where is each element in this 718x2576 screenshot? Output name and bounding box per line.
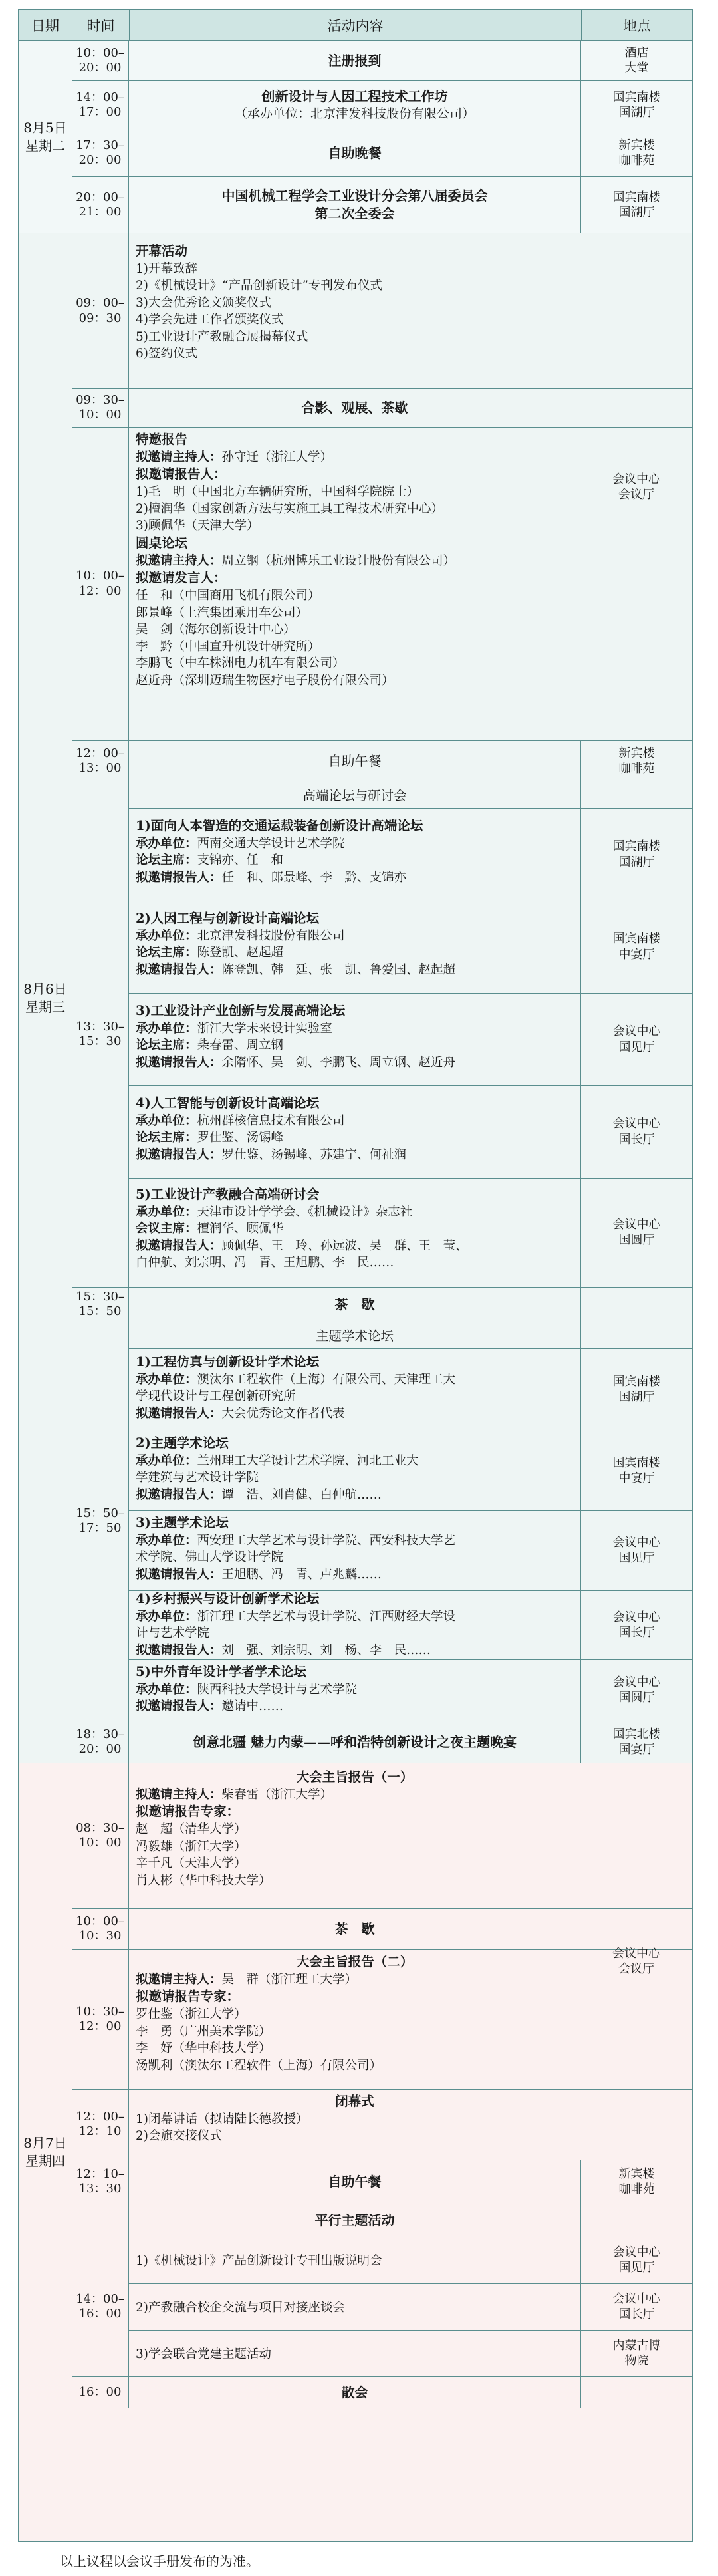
time-cell: 12：00– 13：00 bbox=[72, 740, 129, 782]
time-cell: 12：00– 12：10 bbox=[72, 2089, 129, 2160]
time-cell: 15：50– 17：50 bbox=[72, 1322, 129, 1721]
time-cell: 09：00– 09：30 bbox=[72, 233, 129, 388]
forum-block: 4)人工智能与创新设计高端论坛 承办单位：杭州群核信息技术有限公司 论坛主席：罗仕鉴、汤锡峰 拟邀请报告人：罗仕鉴、汤锡峰、苏建宁、何祉润 bbox=[136, 1095, 407, 1162]
schedule-row bbox=[72, 2376, 692, 2408]
schedule-row bbox=[72, 1322, 692, 1721]
activity-title: 中国机械工程学会工业设计分会第八届委员会 第二次全委会 bbox=[221, 188, 488, 221]
list-item: 1)毛 明（中国北方车辆研究所，中国科学院院士） bbox=[136, 485, 419, 500]
activity-title: 自助午餐 bbox=[328, 752, 382, 769]
location-cell: 国宾南楼 国湖厅 bbox=[612, 839, 661, 869]
keynote-block: 大会主旨报告（二） 拟邀请主持人：吴 群（浙江理工大学） 拟邀请报告专家： 罗仕鉴（浙江大学） 李 勇（广州美术学院） 李 妤（华中科技大学） 汤凯利（澳汰尔工程软件（上海）有限公司） bbox=[129, 1949, 580, 2078]
time-cell: 18：30– 20：00 bbox=[72, 1721, 129, 1763]
list-item: 肖人彬（华中科技大学） bbox=[136, 1873, 271, 1888]
location-cell: 会议中心 国见厅 bbox=[612, 1024, 661, 1054]
day-label bbox=[19, 1763, 72, 2541]
location-cell: 会议中心 会议厅 bbox=[580, 233, 692, 741]
location-cell: 新宾楼 咖啡苑 bbox=[618, 138, 655, 168]
schedule-row bbox=[72, 2237, 692, 2377]
table-header bbox=[18, 9, 693, 41]
list-item: 2)产教融合校企交流与项目对接座谈会 bbox=[136, 2301, 345, 2315]
location-cell: 国宾南楼 国湖厅 bbox=[612, 1374, 661, 1404]
section-heading: 高端论坛与研讨会 bbox=[129, 782, 581, 808]
schedule-row bbox=[72, 80, 692, 130]
location-cell: 国宾北楼 国宴厅 bbox=[612, 1727, 661, 1757]
location-cell: 国宾南楼 中宴厅 bbox=[612, 1455, 661, 1485]
activity-title: 茶 歇 bbox=[334, 1296, 375, 1312]
location-cell: 会议中心 国见厅 bbox=[612, 1535, 661, 1565]
schedule-row bbox=[72, 2160, 692, 2204]
activity-title: 自助午餐 bbox=[328, 2173, 382, 2190]
activity-title: 特邀报告 bbox=[136, 432, 188, 447]
footnote: 以上议程以会议手册发布的为准。 bbox=[60, 2553, 259, 2569]
list-item: 5)工业设计产教融合展揭幕仪式 bbox=[136, 329, 308, 344]
activity-title: 自助晚餐 bbox=[328, 144, 382, 161]
schedule-row bbox=[72, 1721, 692, 1763]
location-cell: 会议中心 国长厅 bbox=[612, 2291, 661, 2321]
list-item: 任 和（中国商用飞机有限公司） bbox=[136, 589, 320, 603]
list-item: 赵近舟（深圳迈瑞生物医疗电子股份有限公司） bbox=[136, 673, 394, 688]
forum-block: 2)人因工程与创新设计高端论坛 承办单位：北京津发科技股份有限公司 论坛主席：陈登凯、赵起超 拟邀请报告人：陈登凯、韩 廷、张 凯、鲁爱国、赵起超 bbox=[136, 911, 456, 977]
list-item: 罗仕鉴（浙江大学） bbox=[136, 2007, 247, 2022]
activity-title: 创意北疆 魅力内蒙——呼和浩特创新设计之夜主题晚宴 bbox=[193, 1733, 517, 1750]
list-item: 李 妤（华中科技大学） bbox=[136, 2041, 271, 2056]
forum-block: 1)面向人本智造的交通运载装备创新设计高端论坛 承办单位：西南交通大学设计艺术学院 论坛主席：支锦亦、任 和 拟邀请报告人：任 和、郎景峰、李 黔、支锦亦 bbox=[136, 818, 423, 885]
list-item: 2)檀润华（国家创新方法与实施工具工程技术研究中心） bbox=[136, 501, 443, 516]
day-weekday: 星期二 bbox=[25, 138, 65, 154]
list-item: 1)《机械设计》产品创新设计专刊出版说明会 bbox=[136, 2254, 382, 2268]
closing-block bbox=[129, 2089, 580, 2149]
activity-title: 茶 歇 bbox=[334, 1920, 375, 1937]
activity-title: 散会 bbox=[341, 2384, 368, 2400]
day-block-aug5 bbox=[18, 40, 693, 234]
report-block: 特邀报告 拟邀请主持人：孙守迁（浙江大学） 拟邀请报告人： 1)毛 明（中国北方车辆研究所，中国科学院院士） 2)檀润华（国家创新方法与实施工具工程技术研究中心） 3)顾佩华（天津大学） 圆桌论坛 拟邀请主持人：周立钢（杭州博乐工业设计股份有限公司） 拟邀请发言人： 任 和（中国商用飞机有限公司） 郎景峰（上汽集团乘用车公司） 吴 剑（海尔创新设计中心） 李 黔（中国直升机设计研究所） 李鹏飞（中车株洲电力机车有限公司） 赵近舟（深圳迈瑞生物医疗电子股份有限公司） bbox=[129, 427, 580, 693]
activity-title: 注册报到 bbox=[328, 52, 382, 69]
forum-block: 1)工程仿真与创新设计学术论坛 承办单位：澳汰尔工程软件（上海）有限公司、天津理工大 学现代设计与工程创新研究所 拟邀请报告人：大会优秀论文作者代表 bbox=[136, 1354, 456, 1421]
list-item: 冯毅雄（浙江大学） bbox=[136, 1839, 247, 1854]
schedule-row bbox=[72, 782, 692, 1288]
time-cell: 13：30– 15：30 bbox=[72, 782, 129, 1287]
forum-block: 4)乡村振兴与设计创新学术论坛 承办单位：浙江理工大学艺术与设计学院、江西财经大学设 计与艺术学院 拟邀请报告人：刘 强、刘宗明、刘 杨、李 民…… bbox=[136, 1591, 456, 1657]
activity-title: 大会主旨报告（二） bbox=[296, 1954, 414, 1969]
location-cell: 会议中心 国圆厅 bbox=[612, 1675, 661, 1705]
forum-block: 2)主题学术论坛 承办单位：兰州理工大学设计艺术学院、河北工业大 学建筑与艺术设计学院 拟邀请报告人：谭 浩、刘肖健、白仲航…… bbox=[136, 1435, 419, 1502]
time-cell: 14：00– 16：00 bbox=[72, 2237, 129, 2376]
header-location: 地点 bbox=[582, 10, 692, 41]
list-item: 3)学会联合党建主题活动 bbox=[136, 2347, 271, 2361]
location-cell: 会议中心 国见厅 bbox=[612, 2245, 661, 2275]
day-weekday: 星期四 bbox=[25, 2153, 65, 2169]
forum-block: 5)中外青年设计学者学术论坛 承办单位：陕西科技大学设计与艺术学院 拟邀请报告人：邀请中…… bbox=[136, 1664, 358, 1714]
time-cell: 10：00– 10：30 bbox=[72, 1908, 129, 1949]
list-item: 汤凯利（澳汰尔工程软件（上海）有限公司） bbox=[136, 2058, 382, 2073]
list-item: 李 黔（中国直升机设计研究所） bbox=[136, 639, 320, 654]
time-cell: 10：00– 12：00 bbox=[72, 427, 129, 740]
list-item: 李 勇（广州美术学院） bbox=[136, 2024, 271, 2039]
list-item: 1)开幕致辞 bbox=[136, 261, 197, 276]
section-heading: 平行主题活动 bbox=[314, 2212, 395, 2228]
forum-block: 3)工业设计产业创新与发展高端论坛 承办单位：浙江大学未来设计实验室 论坛主席：柴春雷、周立钢 拟邀请报告人：余隋怀、吴 剑、李鹏飞、周立钢、赵近舟 bbox=[136, 1003, 456, 1070]
schedule-row bbox=[72, 1287, 692, 1322]
activity-title: 开幕活动 bbox=[136, 243, 188, 259]
schedule-row bbox=[72, 130, 692, 177]
list-item: 6)签约仪式 bbox=[136, 347, 197, 361]
activity-title: 大会主旨报告（一） bbox=[296, 1769, 414, 1785]
activity-title: 圆桌论坛 bbox=[136, 535, 188, 551]
schedule-row bbox=[72, 41, 692, 81]
time-cell: 09：30– 10：00 bbox=[72, 388, 129, 427]
time-cell: 15：30– 15：50 bbox=[72, 1287, 129, 1322]
list-item: 辛千凡（天津大学） bbox=[136, 1856, 247, 1871]
header-time: 时间 bbox=[72, 10, 130, 41]
activity-title: 创新设计与人因工程技术工作坊 （承办单位：北京津发科技股份有限公司） bbox=[234, 88, 475, 121]
list-item: 2)《机械设计》“产品创新设计”专刊发布仪式 bbox=[136, 279, 382, 293]
header-content: 活动内容 bbox=[130, 10, 582, 41]
location-cell: 会议中心 国长厅 bbox=[612, 1610, 661, 1640]
day-block-aug6 bbox=[18, 233, 693, 1764]
location-cell: 内蒙古博 物院 bbox=[612, 2338, 661, 2368]
list-item: 3)大会优秀论文颁奖仪式 bbox=[136, 295, 271, 310]
forum-block: 5)工业设计产教融合高端研讨会 承办单位：天津市设计学学会、《机械设计》杂志社 会议主席：檀润华、顾佩华 拟邀请报告人：顾佩华、王 玲、孙远波、吴 群、王 莹、 白仲航、刘宗明、冯 青、王旭鹏、李 民…… bbox=[136, 1187, 468, 1270]
activity-title: 闭幕式 bbox=[335, 2094, 374, 2109]
time-cell: 16：00 bbox=[72, 2376, 129, 2408]
day-date: 8月5日 bbox=[23, 120, 67, 136]
location-cell: 新宾楼 咖啡苑 bbox=[618, 746, 655, 776]
schedule-row bbox=[72, 176, 692, 233]
time-cell: 10：00– 20：00 bbox=[72, 41, 129, 80]
time-cell: 14：00– 17：00 bbox=[72, 80, 129, 130]
list-item: 吴 剑（海尔创新设计中心） bbox=[136, 623, 296, 637]
list-item: 郎景峰（上汽集团乘用车公司） bbox=[136, 605, 308, 620]
forum-block: 3)主题学术论坛 承办单位：西安理工大学艺术与设计学院、西安科技大学艺 术学院、佛山大学设计学院 拟邀请报告人：王旭鹏、冯 青、卢兆麟…… bbox=[136, 1515, 456, 1582]
keynote-block: 大会主旨报告（一） 拟邀请主持人：柴春雷（浙江大学） 拟邀请报告专家： 赵 超（清华大学） 冯毅雄（浙江大学） 辛千凡（天津大学） 肖人彬（华中科技大学） bbox=[129, 1763, 580, 1893]
header-date: 日期 bbox=[19, 10, 72, 41]
time-cell: 08：30– 10：00 bbox=[72, 1763, 129, 1908]
list-item: 赵 超（清华大学） bbox=[136, 1822, 247, 1837]
time-cell: 17：30– 20：00 bbox=[72, 130, 129, 176]
location-cell: 新宾楼 咖啡苑 bbox=[618, 2166, 655, 2196]
location-cell: 会议中心 国圆厅 bbox=[612, 1217, 661, 1247]
day-label bbox=[19, 233, 72, 1763]
location-cell: 会议中心 会议厅 bbox=[580, 1763, 692, 2160]
list-item: 1)闭幕讲话（拟请陆长德教授） bbox=[136, 2112, 308, 2126]
location-cell: 国宾南楼 中宴厅 bbox=[612, 932, 661, 962]
time-cell: 12：10– 13：30 bbox=[72, 2160, 129, 2204]
time-cell: 10：30– 12：00 bbox=[72, 1949, 129, 2089]
list-item: 3)顾佩华（天津大学） bbox=[136, 519, 259, 533]
time-cell: 20：00– 21：00 bbox=[72, 176, 129, 233]
day-date: 8月7日 bbox=[23, 2135, 67, 2151]
section-heading: 主题学术论坛 bbox=[129, 1322, 581, 1348]
location-cell: 会议中心 国长厅 bbox=[612, 1117, 661, 1147]
day-weekday: 星期三 bbox=[25, 999, 65, 1015]
schedule-row bbox=[72, 740, 692, 782]
day-date: 8月6日 bbox=[23, 981, 67, 997]
location-cell: 国宾南楼 国湖厅 bbox=[612, 190, 661, 219]
location-cell: 国宾南楼 国湖厅 bbox=[612, 90, 661, 120]
day-label bbox=[19, 41, 72, 233]
list-item: 李鹏飞（中车株洲电力机车有限公司） bbox=[136, 656, 345, 671]
location-cell: 酒店 大堂 bbox=[624, 45, 649, 75]
schedule-row bbox=[72, 2204, 692, 2237]
opening-block bbox=[129, 233, 580, 366]
day-block-aug7 bbox=[18, 1763, 693, 2542]
activity-title: 合影、观展、茶歇 bbox=[301, 399, 408, 416]
list-item: 2)会旗交接仪式 bbox=[136, 2129, 222, 2144]
list-item: 4)学会先进工作者颁奖仪式 bbox=[136, 313, 284, 327]
